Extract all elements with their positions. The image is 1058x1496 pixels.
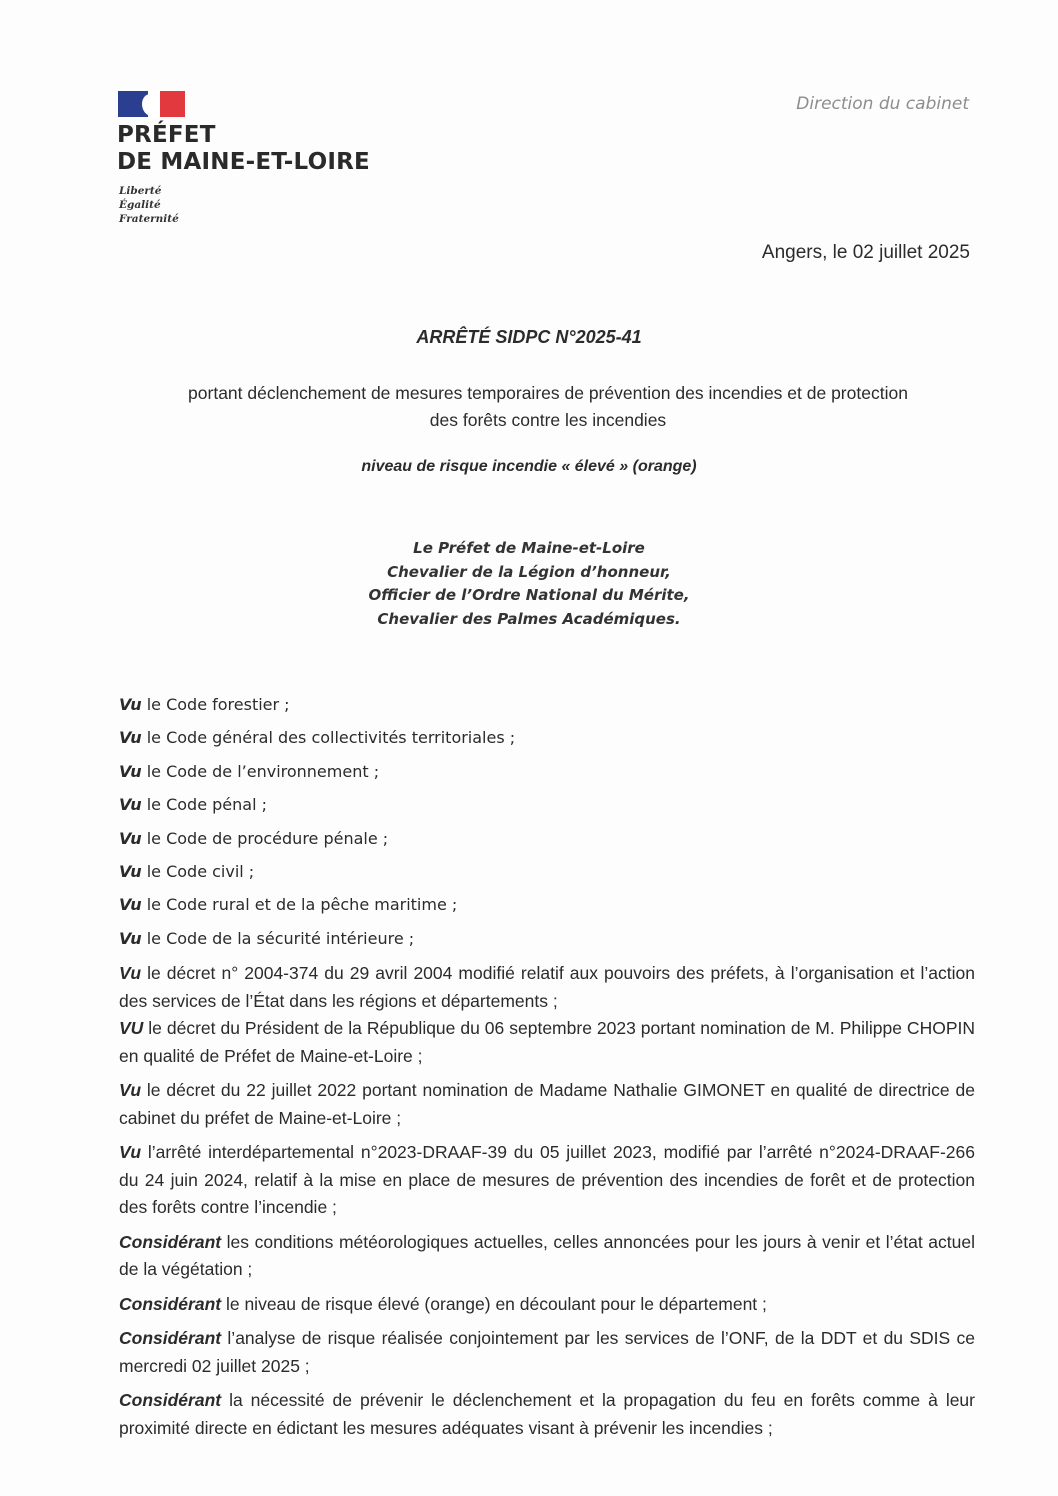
visa-keyword: Vu [119, 828, 142, 848]
paragraph-text: le décret du 22 juillet 2022 portant nomination de Madame Nathalie GIMONET en qualité de directrice de cabinet du préfet de Maine-et-Loire ; [119, 1080, 975, 1128]
prefect-line: Chevalier des Palmes Académiques. [377, 609, 681, 628]
visa-item [119, 860, 975, 893]
considerant-paragraph [119, 1387, 975, 1442]
visa-keyword: Vu [119, 928, 142, 948]
prefect-line: Le Préfet de Maine-et-Loire [413, 539, 645, 557]
considerant-paragraph [119, 1325, 975, 1380]
motto-fraternite: Fraternité [119, 213, 179, 225]
decree-subtitle [100, 380, 996, 434]
prefect-line: Chevalier de la Légion d’honneur, [387, 562, 671, 581]
paragraph-keyword: Vu [119, 1080, 142, 1101]
visa-text: le Code de l’environnement ; [141, 761, 380, 781]
visa-item [119, 827, 975, 860]
visa-item [119, 726, 975, 759]
flag-red-band [160, 91, 185, 117]
paragraph-text: le niveau de risque élevé (orange) en découlant pour le département ; [221, 1293, 767, 1314]
visa-keyword: Vu [119, 795, 142, 815]
paragraph-keyword: Vu [119, 1142, 142, 1163]
paragraph-keyword: Considérant [119, 1293, 222, 1314]
visa-text: le Code de procédure pénale ; [141, 828, 389, 848]
visa-keyword: Vu [119, 728, 142, 748]
visa-item [119, 760, 975, 793]
visa-text: le Code de la sécurité intérieure ; [141, 928, 415, 948]
visa-keyword: Vu [119, 695, 142, 714]
department-label: Direction du cabinet [796, 94, 969, 114]
paragraph-text: l’analyse de risque réalisée conjointement par les services de l’ONF, de la DDT et du SDIS ce mercredi 02 juillet 2025 ; [119, 1328, 975, 1376]
motto-liberte: Liberté [119, 185, 162, 197]
visa-item [119, 893, 975, 926]
prefecture-name [117, 122, 370, 176]
marianne-flag-logo-icon [118, 91, 185, 117]
visa-keyword: Vu [119, 895, 142, 915]
org-name-line1: PRÉFET [117, 122, 216, 148]
visa-paragraph [119, 1015, 975, 1070]
visa-text: le Code civil ; [141, 861, 255, 881]
prefect-titles [0, 537, 1058, 631]
paragraph-keyword: Considérant [119, 1328, 222, 1349]
visa-item [119, 927, 975, 960]
considerant-paragraph [119, 1229, 975, 1284]
visa-keyword: Vu [119, 761, 142, 781]
visa-text: le Code pénal ; [141, 795, 267, 815]
visa-paragraph [119, 1139, 975, 1222]
marianne-profile [142, 94, 160, 116]
paragraph-text: l’arrêté interdépartemental n°2023-DRAAF-39 du 05 juillet 2023, modifié par l’arrêté n°2024-DRAAF-266 du 24 juin 2024, relatif à la mise en place de mesures de prévention des incendies de forêt et de protection des forêts contre l’incendie ; [119, 1142, 975, 1218]
paragraph-keyword: Considérant [119, 1231, 222, 1252]
republic-motto [119, 184, 179, 226]
visa-keyword: Vu [119, 861, 142, 881]
prefect-line: Officier de l’Ordre National du Mérite, [368, 586, 690, 604]
paragraph-text: les conditions météorologiques actuelles, celles annoncées pour les jours à venir et l’état actuel de la végétation ; [119, 1231, 975, 1280]
risk-level: niveau de risque incendie « élevé » (orange) [361, 458, 697, 475]
paragraph-text: le décret n° 2004-374 du 29 avril 2004 modifié relatif aux pouvoirs des préfets, à l’organisation et l’action des services de l’État dans les régions et départements ; [119, 963, 975, 1011]
org-name-line2: DE MAINE-ET-LOIRE [117, 149, 370, 175]
considerant-paragraph [119, 1291, 975, 1319]
paragraph-text: le décret du Président de la République du 06 septembre 2023 portant nomination de M. Philippe CHOPIN en qualité de Préfet de Maine-et-Loire ; [119, 1018, 975, 1066]
paragraph-keyword: VU [119, 1018, 144, 1039]
visa-text: le Code rural et de la pêche maritime ; [141, 895, 458, 915]
paragraph-keyword: Vu [119, 963, 142, 984]
visa-text: le Code général des collectivités territoriales ; [141, 728, 516, 748]
place-and-date: Angers, le 02 juillet 2025 [761, 242, 970, 263]
visa-item [119, 693, 975, 726]
paragraph-keyword: Considérant [119, 1390, 222, 1411]
subtitle-line-2: des forêts contre les incendies [429, 410, 667, 430]
decree-title: ARRÊTÉ SIDPC N°2025-41 [416, 327, 642, 347]
visa-text: le Code forestier ; [141, 695, 290, 714]
subtitle-line-1: portant déclenchement de mesures temporaires de prévention des incendies et de protection [188, 383, 908, 403]
visa-paragraph [119, 1077, 975, 1132]
paragraph-text: la nécessité de prévenir le déclenchement et la propagation du feu en forêts comme à leur proximité directe en édictant les mesures adéquates visant à prévenir les incendies ; [119, 1390, 975, 1438]
motto-egalite: Égalité [119, 199, 161, 211]
visa-item [119, 793, 975, 826]
visa-paragraph [119, 960, 975, 1015]
decree-body [119, 693, 975, 1449]
